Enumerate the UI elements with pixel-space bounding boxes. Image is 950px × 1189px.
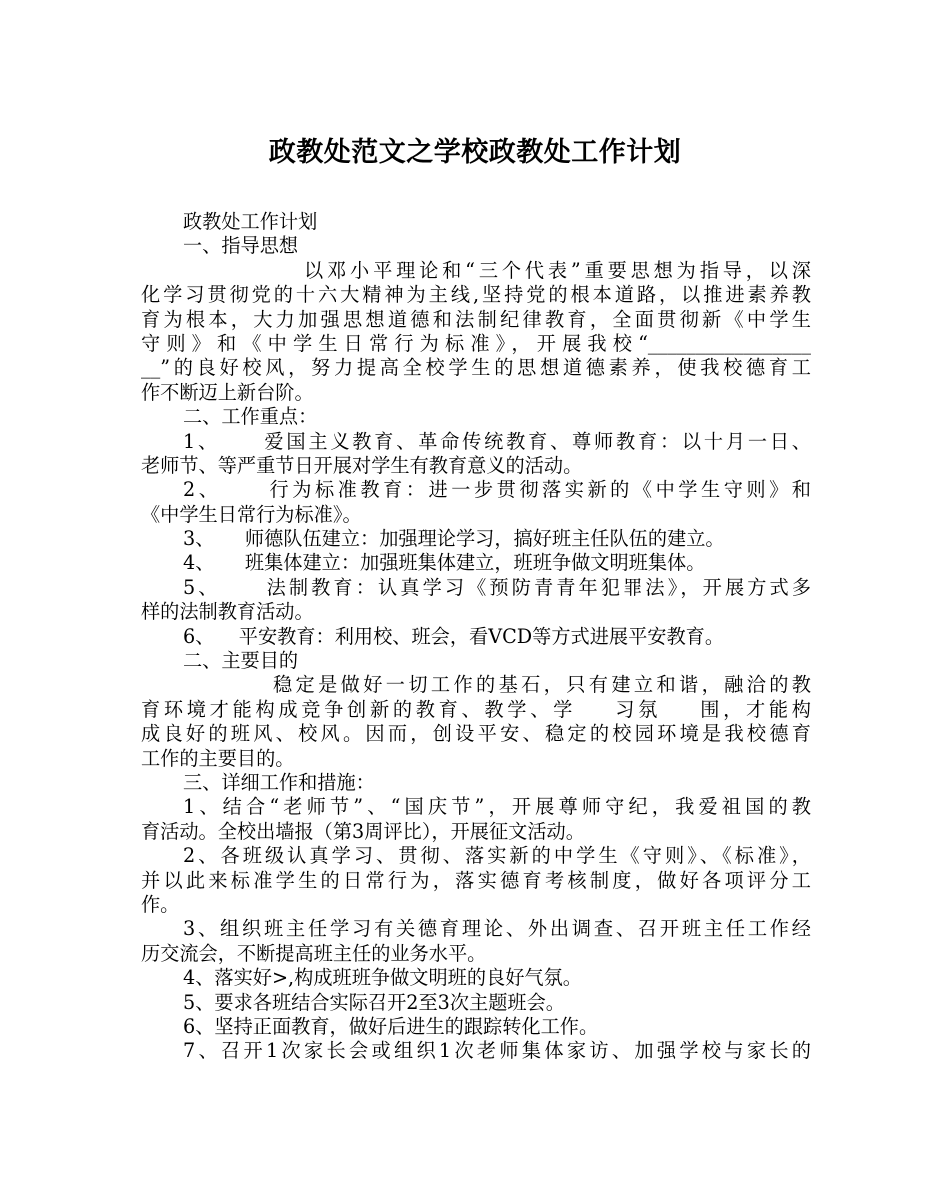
text-line: 1、 爱国主义教育、革命传统教育、尊师教育：以十月一日、 (183, 429, 811, 453)
text-line: 一、指导思想 (183, 234, 299, 258)
text-line: 以邓小平理论和“三个代表”重要思想为指导，以深 (304, 258, 811, 282)
text-line: 育环境才能构成竞争创新的教育、教学、学 习氛 围，才能构 (141, 697, 811, 721)
text-line: 稳定是做好一切工作的基石，只有建立和谐，融洽的教 (273, 673, 811, 697)
text-line: 1、结合“老师节”、“国庆节”，开展尊师守纪，我爱祖国的教 (183, 795, 811, 819)
text-line: 3、 师德队伍建立：加强理论学习，搞好班主任队伍的建立。 (183, 527, 725, 551)
text-line: 2、 行为标准教育：进一步贯彻落实新的《中学生守则》和 (183, 478, 811, 502)
text-line: 三、详细工作和措施： (183, 770, 375, 794)
text-line: 7、召开1次家长会或组织1次老师集体家访、加强学校与家长的 (183, 1039, 811, 1063)
text-line: 《中学生日常行为标准》。 (141, 502, 362, 526)
text-line: 老师节、等严重节日开展对学生有教育意义的活动。 (141, 453, 583, 477)
text-line: 成良好的班风、校风。因而，创设平安、稳定的校园环境是我校德育 (141, 722, 811, 746)
text-line: 历交流会，不断提高班主任的业务水平。 (141, 941, 487, 965)
text-line: 3、组织班主任学习有关德育理论、外出调查、召开班主任工作经 (183, 917, 811, 941)
text-line: 作。 (141, 892, 180, 916)
text-line: 6、 平安教育：利用校、班会，看VCD等方式进展平安教育。 (183, 624, 725, 648)
text-line: 2、各班级认真学习、贯彻、落实新的中学生《守则》、《标准》， (183, 844, 811, 868)
text-line: 二、工作重点： (183, 405, 318, 429)
text-line: 5、要求各班结合实际召开2至3次主题班会。 (183, 990, 565, 1014)
text-line: 4、落实好>,构成班班争做文明班的良好气氛。 (183, 966, 582, 990)
text-line: 育活动。全校出墙报（第3周评比），开展征文活动。 (141, 819, 585, 843)
text-line: 化学习贯彻党的十六大精神为主线,坚持党的根本道路，以推进素养教 (141, 283, 811, 307)
text-line: 4、 班集体建立：加强班集体建立，班班争做文明班集体。 (183, 551, 706, 575)
text-line: 育为根本，大力加强思想道德和法制纪律教育，全面贯彻新《中学生 (141, 307, 811, 331)
document-body (141, 210, 811, 1064)
text-line: 工作的主要目的。 (141, 746, 295, 770)
text-line: 二、主要目的 (183, 649, 299, 673)
text-line: 作不断迈上新台阶。 (141, 380, 314, 404)
text-line: 并以此来标准学生的日常行为，落实德育考核制度，做好各项评分工 (141, 868, 811, 892)
text-line: 守则》和《中学生日常行为标准》，开展我校“_________________ (141, 331, 811, 355)
text-line: __”的良好校风，努力提高全校学生的思想道德素养，使我校德育工 (141, 356, 811, 380)
text-line: 5、 法制教育：认真学习《预防青青年犯罪法》，开展方式多 (183, 575, 811, 599)
text-line: 样的法制教育活动。 (141, 600, 314, 624)
document-title: 政教处范文之学校政教处工作计划 (268, 137, 682, 168)
text-line: 6、坚持正面教育，做好后进生的跟踪转化工作。 (183, 1014, 599, 1038)
text-line: 政教处工作计划 (183, 210, 318, 233)
